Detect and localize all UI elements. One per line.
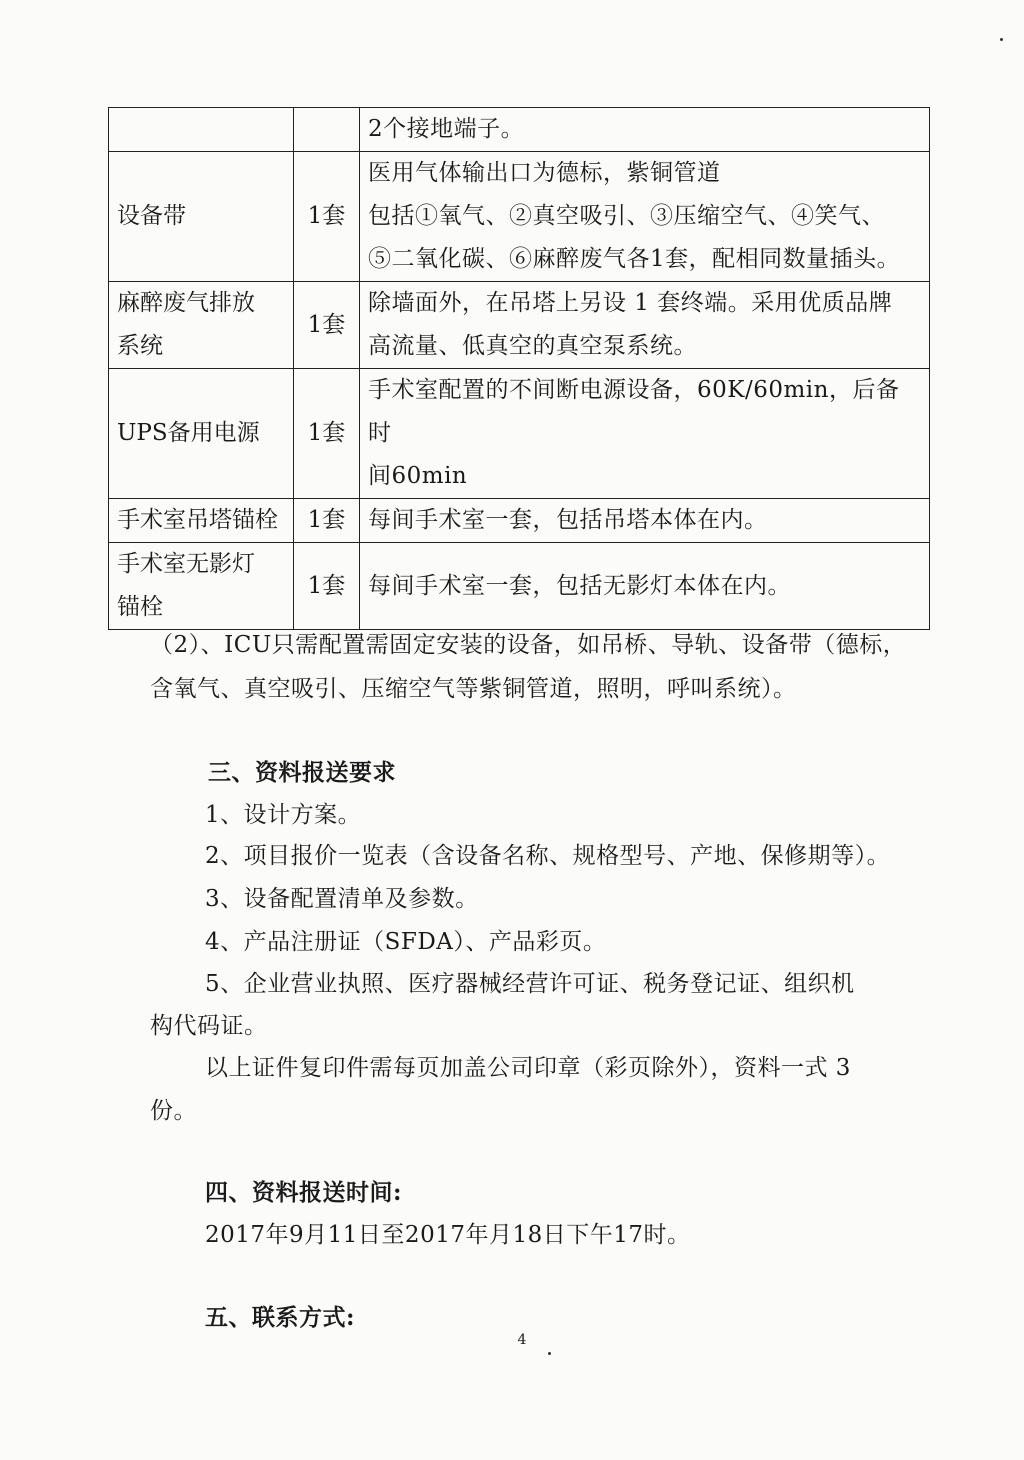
section-3-heading: 三、资料报送要求 xyxy=(208,759,396,786)
equipment-name: 设备带 xyxy=(117,203,186,229)
scan-speck xyxy=(1000,38,1003,41)
requirement-item-1: 1、设计方案。 xyxy=(205,802,362,828)
section-5-heading: 五、联系方式: xyxy=(205,1304,355,1331)
equipment-name-cell xyxy=(109,369,294,499)
table-body xyxy=(109,108,930,630)
quantity-cell: 1套 xyxy=(294,152,360,282)
equipment-name-cell xyxy=(109,108,294,152)
description-line: ⑤二氧化碳、⑥麻醉废气各1套，配相同数量插头。 xyxy=(368,246,901,272)
equipment-name: 麻醉废气排放 xyxy=(117,290,255,316)
requirement-item-5-line-1: 5、企业营业执照、医疗器械经营许可证、税务登记证、组织机 xyxy=(205,971,855,997)
table-row xyxy=(109,499,930,543)
equipment-name: 手术室无影灯 xyxy=(117,551,255,577)
table-row xyxy=(109,152,930,282)
description-line: 包括①氧气、②真空吸引、③压缩空气、④笑气、 xyxy=(368,203,885,229)
equipment-spec-table xyxy=(108,107,930,630)
quantity-cell: 1套 xyxy=(294,499,360,543)
icu-note-line-2: 含氧气、真空吸引、压缩空气等紫铜管道，照明，呼叫系统）。 xyxy=(150,676,797,702)
table-row xyxy=(109,282,930,369)
equipment-name-cell xyxy=(109,282,294,369)
description-cell xyxy=(360,152,930,282)
quantity-cell xyxy=(294,108,360,152)
description-cell xyxy=(360,108,930,152)
equipment-name: UPS备用电源 xyxy=(117,420,260,446)
equipment-name-cell xyxy=(109,152,294,282)
table-row xyxy=(109,543,930,630)
equipment-name: 锚栓 xyxy=(117,594,163,620)
requirement-item-4: 4、产品注册证（SFDA）、产品彩页。 xyxy=(205,929,607,955)
table-row xyxy=(109,108,930,152)
equipment-name-cell xyxy=(109,543,294,630)
equipment-name-cell xyxy=(109,499,294,543)
description-line: 每间手术室一套，包括无影灯本体在内。 xyxy=(368,572,791,599)
description-line: 高流量、低真空的真空泵系统。 xyxy=(368,333,697,359)
description-line: 间60min xyxy=(368,463,468,489)
copies-note-line-2: 份。 xyxy=(150,1098,197,1124)
quantity-cell: 1套 xyxy=(294,282,360,369)
description-line: 除墙面外，在吊塔上另设 1 套终端。采用优质品牌 xyxy=(368,290,893,316)
description-cell xyxy=(360,369,930,499)
description-line: 2个接地端子。 xyxy=(368,116,525,142)
section-4-heading: 四、资料报送时间: xyxy=(205,1179,402,1206)
description-cell xyxy=(360,282,930,369)
icu-note-line-1: （2）、ICU只需配置需固定安装的设备，如吊桥、导轨、设备带（德标， xyxy=(150,632,907,658)
table-row xyxy=(109,369,930,499)
quantity-cell: 1套 xyxy=(294,543,360,630)
description-line: 手术室配置的不间断电源设备，60K/60min，后备时 xyxy=(368,377,900,446)
requirement-item-5-line-2: 构代码证。 xyxy=(150,1013,268,1039)
submission-time-text: 2017年9月11日至2017年月18日下午17时。 xyxy=(205,1222,691,1248)
quantity-cell: 1套 xyxy=(294,369,360,499)
equipment-name: 手术室吊塔锚栓 xyxy=(117,507,278,533)
scan-speck xyxy=(548,1352,551,1355)
equipment-name: 系统 xyxy=(117,333,163,359)
description-line: 医用气体输出口为德标，紫铜管道 xyxy=(368,160,721,186)
description-cell xyxy=(360,543,930,630)
requirement-item-2: 2、项目报价一览表（含设备名称、规格型号、产地、保修期等）。 xyxy=(205,843,891,869)
description-line: 每间手术室一套，包括吊塔本体在内。 xyxy=(368,507,768,533)
requirement-item-3: 3、设备配置清单及参数。 xyxy=(205,886,479,912)
copies-note-line-1: 以上证件复印件需每页加盖公司印章（彩页除外），资料一式 3 xyxy=(205,1055,851,1081)
description-cell xyxy=(360,499,930,543)
page-number: 4 xyxy=(517,1332,527,1348)
